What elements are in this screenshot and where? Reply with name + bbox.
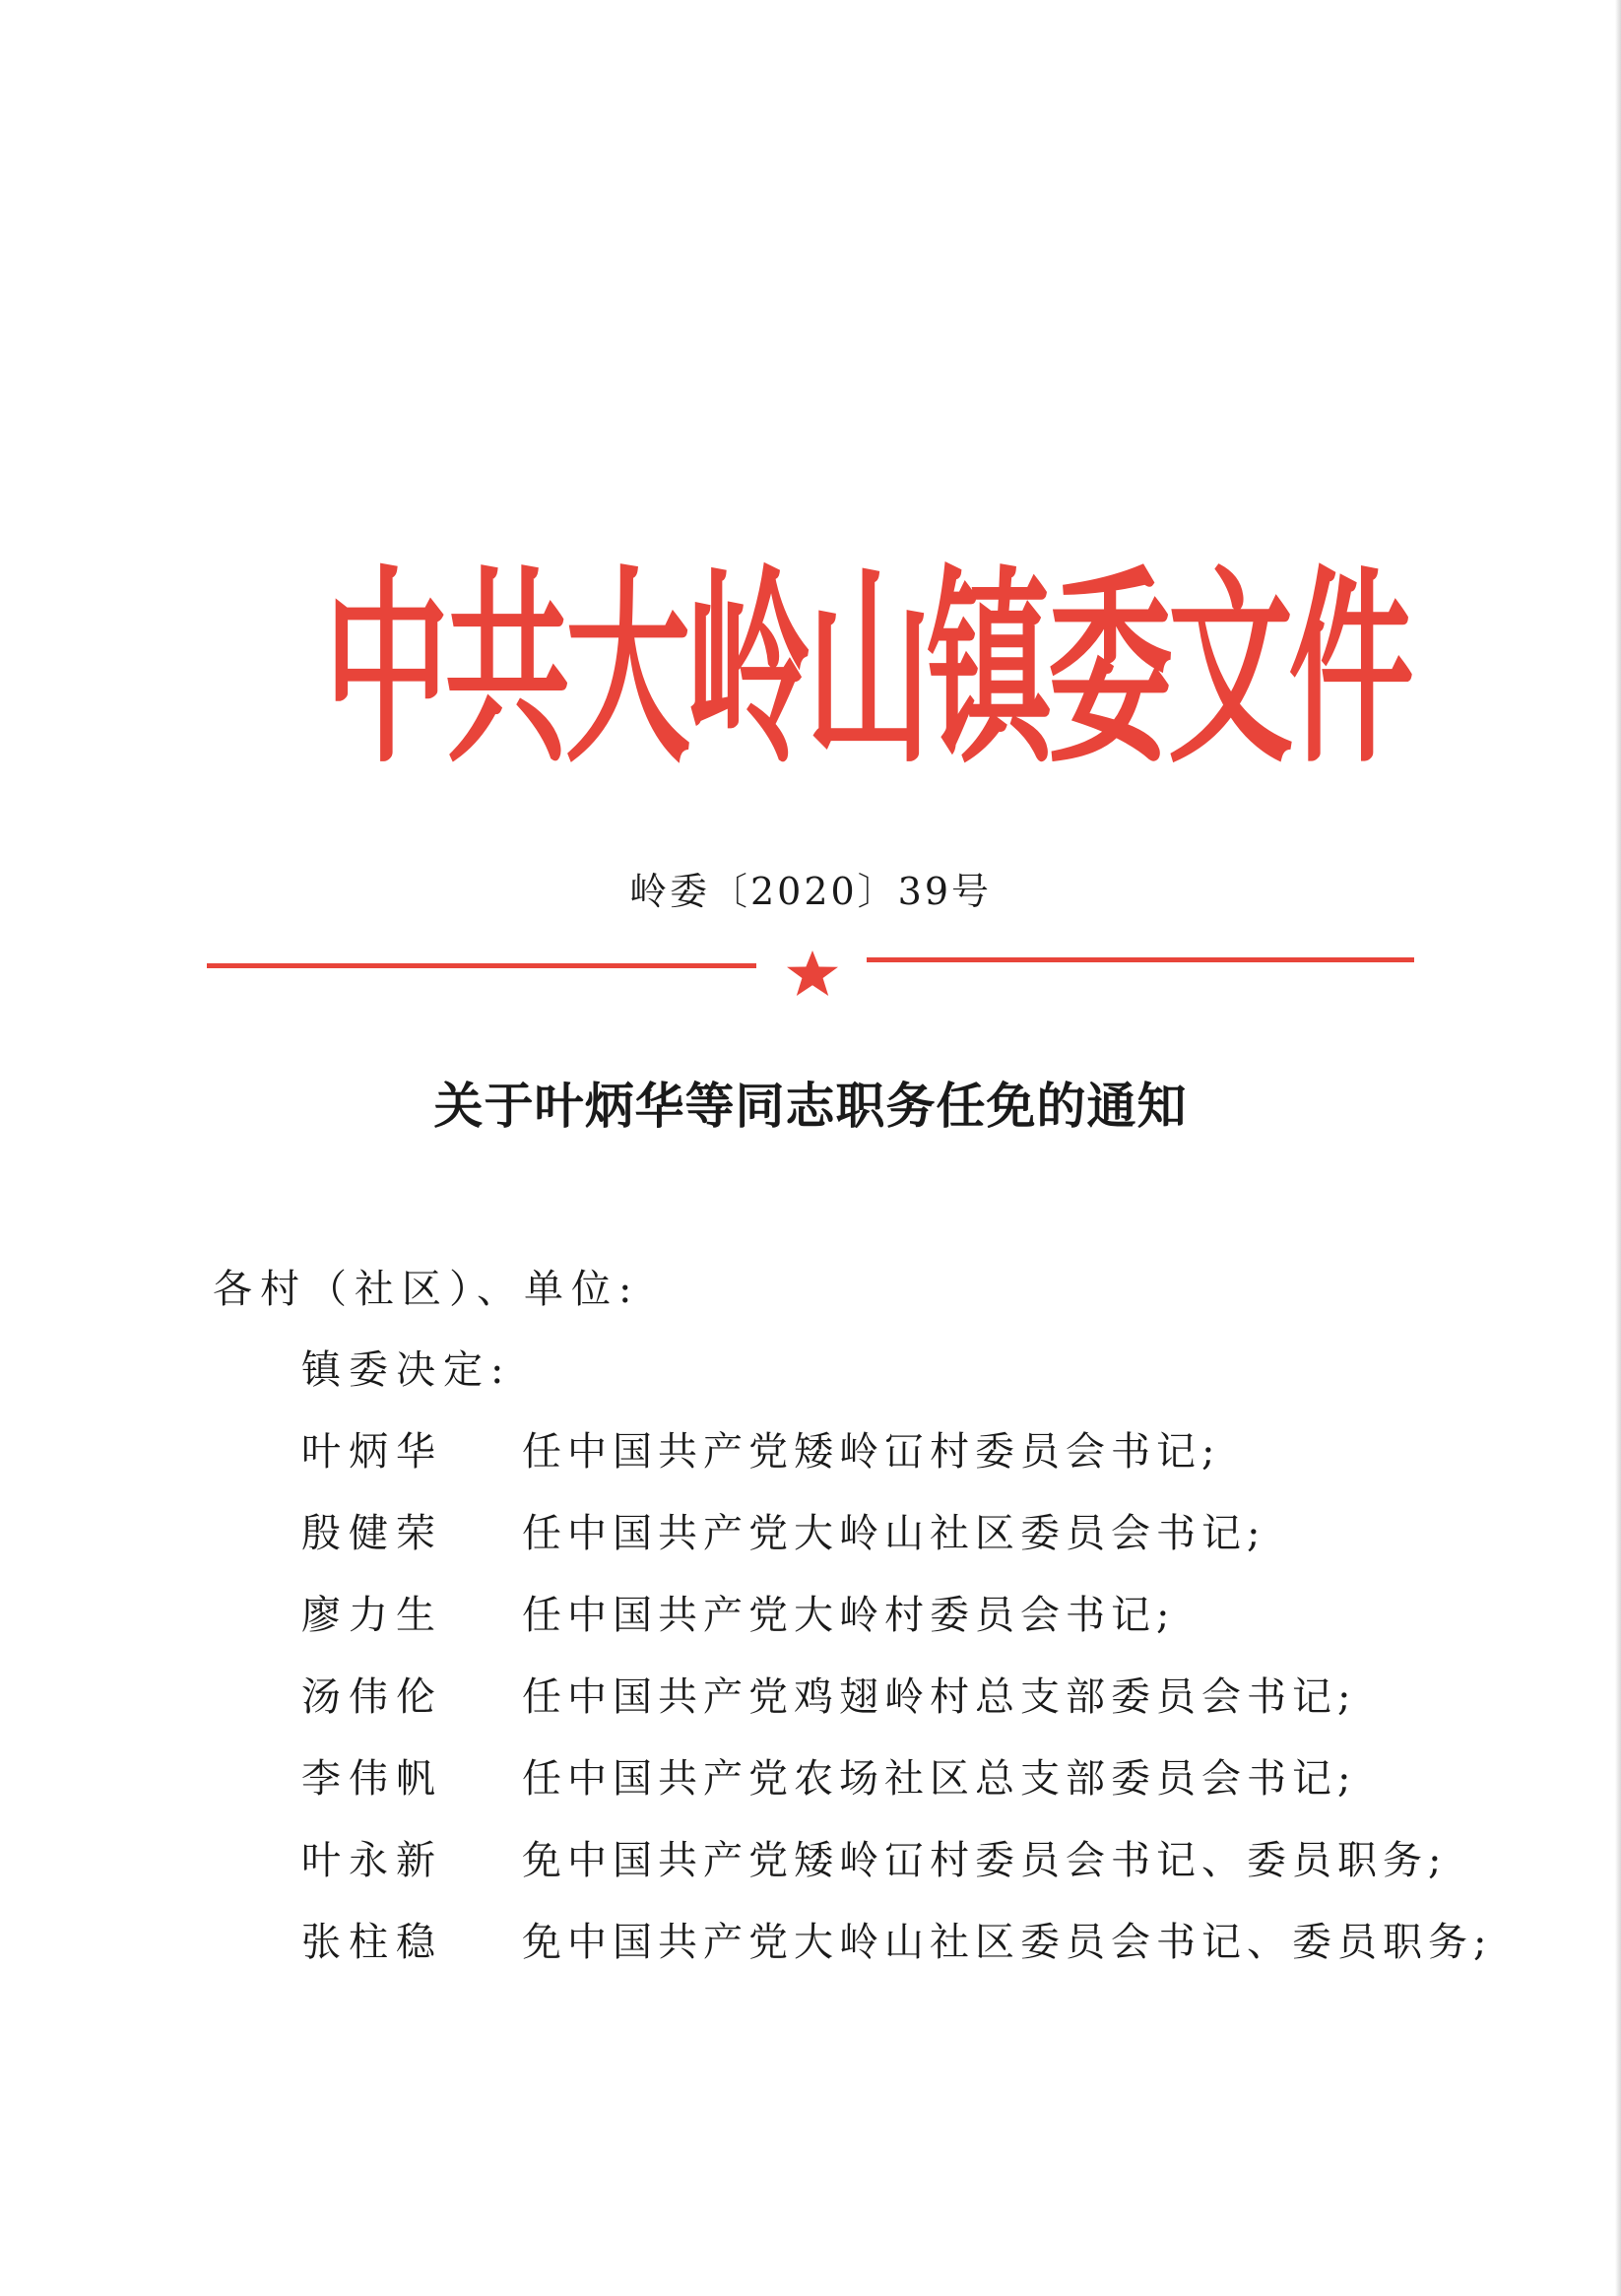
person-name: 叶炳华 — [301, 1429, 443, 1475]
person-name: 汤伟伦 — [301, 1674, 443, 1720]
duty-text: 任中国共产党矮岭冚村委员会书记; — [522, 1429, 1221, 1475]
duty-text: 任中国共产党大岭村委员会书记; — [522, 1593, 1176, 1638]
divider-rule-right — [867, 957, 1414, 962]
red-divider — [207, 950, 1414, 997]
duty-text: 免中国共产党大岭山社区委员会书记、委员职务; — [522, 1920, 1493, 1965]
list-item — [301, 1507, 1434, 1589]
masthead-title: 中共大岭山镇委文件 — [324, 548, 1409, 791]
duty-text: 任中国共产党农场社区总支部委员会书记; — [522, 1756, 1357, 1802]
decision-intro: 镇委决定: — [301, 1347, 512, 1393]
person-name: 张柱稳 — [301, 1920, 443, 1965]
divider-rule-left — [207, 963, 756, 968]
star-icon — [784, 950, 841, 997]
list-item — [301, 1834, 1448, 1916]
list-item — [301, 1425, 1434, 1507]
duty-text: 任中国共产党鸡翅岭村总支部委员会书记; — [522, 1674, 1357, 1720]
notice-title: 关于叶炳华等同志职务任免的通知 — [433, 1077, 1188, 1135]
person-name: 殷健荣 — [301, 1511, 443, 1556]
appointment-list — [301, 1425, 1493, 1998]
list-item — [301, 1916, 1493, 1998]
document-number: 岭委〔2020〕39号 — [628, 870, 993, 913]
list-item — [301, 1589, 1434, 1671]
person-name: 叶永新 — [301, 1838, 443, 1883]
list-item — [301, 1671, 1434, 1752]
duty-text: 免中国共产党矮岭冚村委员会书记、委员职务; — [522, 1838, 1448, 1883]
page-edge-shadow — [1615, 0, 1621, 2296]
person-name: 李伟帆 — [301, 1756, 443, 1802]
duty-text: 任中国共产党大岭山社区委员会书记; — [522, 1511, 1266, 1556]
person-name: 廖力生 — [301, 1593, 443, 1638]
salutation: 各村（社区）、单位: — [213, 1267, 640, 1312]
list-item — [301, 1752, 1434, 1834]
